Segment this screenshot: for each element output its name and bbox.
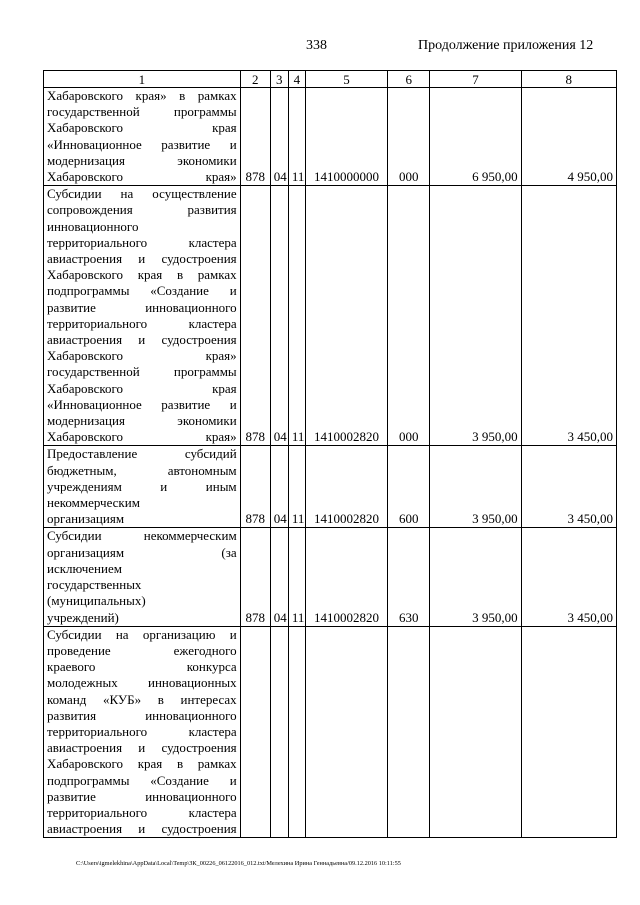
section-cell: 04 <box>270 528 288 626</box>
row-description <box>44 88 241 186</box>
column-header: 8 <box>521 71 616 88</box>
subsection-cell: 11 <box>288 88 305 186</box>
amount-cell <box>430 626 521 838</box>
amount-cell: 3 450,00 <box>521 528 616 626</box>
description-line: территориального кластера <box>47 723 237 739</box>
description-line: авиастроения и судостроения <box>47 821 237 837</box>
admin-code-cell: 878 <box>240 446 270 528</box>
row-description <box>44 186 241 446</box>
description-line: авиастроения и судостроения <box>47 740 237 756</box>
footer-file-path: C:\Users\igmelekhina\AppData\Local\Temp\ЗК_00226_06122016_012.txt/Мелехина Ирина Геннадьевна/09.12.2016 10:11:55 <box>76 860 401 867</box>
expense-type-cell: 000 <box>388 186 430 446</box>
description-line: (муниципальных) <box>47 593 146 609</box>
description-line: Хабаровского края» в рамках <box>47 88 237 103</box>
target-article-cell: 1410002820 <box>305 446 387 528</box>
admin-code-cell: 878 <box>240 88 270 186</box>
column-header: 2 <box>240 71 270 88</box>
column-header: 7 <box>430 71 521 88</box>
description-line: подпрограммы «Создание и <box>47 283 237 299</box>
column-header: 1 <box>44 71 241 88</box>
table-row <box>44 446 617 528</box>
description-line: Субсидии некоммерческим <box>47 528 237 544</box>
amount-cell: 3 950,00 <box>430 528 521 626</box>
description-line: Субсидии на осуществление <box>47 186 237 202</box>
description-line: модернизация экономики <box>47 413 237 429</box>
description-line: Хабаровского края в рамках <box>47 267 237 283</box>
section-cell: 04 <box>270 88 288 186</box>
budget-table <box>43 70 617 838</box>
description-line: государственной программы <box>47 364 237 380</box>
description-line: учреждений) <box>47 609 119 625</box>
column-header: 5 <box>305 71 387 88</box>
description-line: «Инновационное развитие и <box>47 136 237 152</box>
target-article-cell: 1410002820 <box>305 186 387 446</box>
table-row <box>44 186 617 446</box>
target-article-cell: 1410000000 <box>305 88 387 186</box>
admin-code-cell: 878 <box>240 528 270 626</box>
description-line: исключением <box>47 560 122 576</box>
table-row <box>44 528 617 626</box>
section-cell <box>270 626 288 838</box>
row-description <box>44 446 241 528</box>
description-line: подпрограммы «Создание и <box>47 772 237 788</box>
description-line: Хабаровского края в рамках <box>47 756 237 772</box>
column-header: 6 <box>388 71 430 88</box>
description-line: команд «КУБ» в интересах <box>47 691 237 707</box>
subsection-cell: 11 <box>288 186 305 446</box>
section-cell: 04 <box>270 446 288 528</box>
description-line: проведение ежегодного <box>47 642 237 658</box>
description-line: развитие инновационного <box>47 788 237 804</box>
expense-type-cell <box>388 626 430 838</box>
description-line: Хабаровского края <box>47 380 237 396</box>
amount-cell: 3 450,00 <box>521 186 616 446</box>
description-line: Хабаровского края» <box>47 429 237 445</box>
description-line: развития инновационного <box>47 707 237 723</box>
description-line: Хабаровского края» <box>47 348 237 364</box>
description-line: Субсидии на организацию и <box>47 626 237 642</box>
table-row <box>44 626 617 838</box>
subsection-cell: 11 <box>288 446 305 528</box>
description-line: молодежных инновационных <box>47 675 237 691</box>
description-line: некоммерческим <box>47 495 140 511</box>
table-header-row <box>44 71 617 88</box>
amount-cell: 3 950,00 <box>430 186 521 446</box>
subsection-cell <box>288 626 305 838</box>
description-line: Предоставление субсидий <box>47 446 237 462</box>
description-line: авиастроения и судостроения <box>47 332 237 348</box>
section-cell: 04 <box>270 186 288 446</box>
amount-cell: 3 450,00 <box>521 446 616 528</box>
description-line: Хабаровского края» <box>47 169 237 185</box>
description-line: государственной программы <box>47 104 237 120</box>
description-line: инновационного <box>47 218 139 234</box>
subsection-cell: 11 <box>288 528 305 626</box>
row-description <box>44 528 241 626</box>
amount-cell: 4 950,00 <box>521 88 616 186</box>
description-line: территориального кластера <box>47 804 237 820</box>
target-article-cell: 1410002820 <box>305 528 387 626</box>
table-row <box>44 88 617 186</box>
amount-cell <box>521 626 616 838</box>
appendix-title: Продолжение приложения 12 <box>418 38 594 53</box>
target-article-cell <box>305 626 387 838</box>
description-line: учреждениям и иным <box>47 478 237 494</box>
description-line: модернизация экономики <box>47 152 237 168</box>
page-number: 338 <box>306 38 327 53</box>
description-line: «Инновационное развитие и <box>47 396 237 412</box>
admin-code-cell: 878 <box>240 186 270 446</box>
description-line: территориального кластера <box>47 315 237 331</box>
column-header: 4 <box>288 71 305 88</box>
amount-cell: 6 950,00 <box>430 88 521 186</box>
description-line: территориального кластера <box>47 234 237 250</box>
column-header: 3 <box>270 71 288 88</box>
description-line: организациям (за <box>47 544 237 560</box>
description-line: краевого конкурса <box>47 659 237 675</box>
description-line: Хабаровского края <box>47 120 237 136</box>
description-line: авиастроения и судостроения <box>47 251 237 267</box>
expense-type-cell: 600 <box>388 446 430 528</box>
expense-type-cell: 630 <box>388 528 430 626</box>
description-line: развитие инновационного <box>47 299 237 315</box>
row-description <box>44 626 241 838</box>
description-line: бюджетным, автономным <box>47 462 237 478</box>
description-line: организациям <box>47 511 125 527</box>
description-line: государственных <box>47 577 142 593</box>
description-line: сопровождения развития <box>47 202 237 218</box>
amount-cell: 3 950,00 <box>430 446 521 528</box>
admin-code-cell <box>240 626 270 838</box>
expense-type-cell: 000 <box>388 88 430 186</box>
